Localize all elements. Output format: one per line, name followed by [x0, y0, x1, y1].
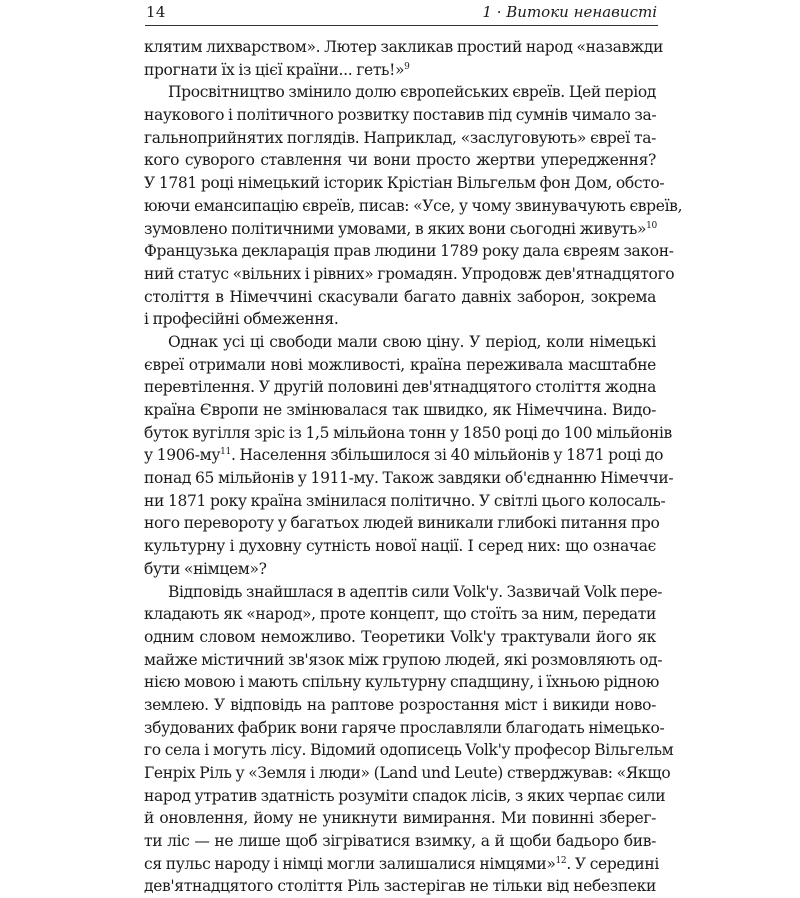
- line-text: У 1781 році німецький історик Крістіан Вільгельм фон Дом, обсто-: [144, 174, 665, 193]
- line-text: понад 65 мільйонів у 1911-му. Також завдяки об'єднанню Німеччи-: [144, 469, 674, 488]
- line-text: й оновлення, йому не уникнути вимирання. Ми повинні зберег-: [144, 809, 656, 828]
- text-line: [144, 286, 656, 309]
- footnote-marker: 9: [404, 61, 410, 72]
- line-text: Французька декларація прав людини 1789 року дала євреям закон-: [144, 242, 674, 261]
- line-text: юючи емансипацію євреїв, писав: «Усе, у чому звинувачують євреїв,: [144, 196, 683, 215]
- line-text: ся пульс народу і німці могли залишалися німцями»: [144, 854, 556, 873]
- text-line: [144, 649, 663, 672]
- line-text: перевтілення. У другій половині дев'ятнадцятого століття жодна: [144, 378, 656, 397]
- line-text: дев'ятнадцятого століття Ріль застерігав не тільки від небезпеки: [144, 877, 656, 896]
- text-line: [144, 308, 656, 331]
- text-line: [144, 853, 660, 876]
- text-line: [144, 104, 656, 127]
- text-line: [144, 467, 674, 490]
- text-line: [144, 807, 656, 830]
- line-text: клятим лихварством». Лютер закликав простий народ «назавжди: [144, 38, 663, 56]
- line-text: бути «німцем»?: [144, 559, 267, 578]
- line-text: ти ліс — не лише щоб зігріватися взимку, а й щоби бадьоро бив-: [144, 832, 656, 851]
- line-text: кладають як «народ», проте концепт, що стоїть за ним, передати: [144, 605, 656, 624]
- line-text: землею. У відповідь на раптове розростання міст і викиди ново-: [144, 695, 656, 714]
- line-text: го села і могуть лісу. Відомий одописець Volk'у професор Вільгельм: [144, 741, 674, 760]
- line-text: наукового і політичного розвитку поставив під сумнів чимало за-: [144, 106, 657, 125]
- line-text: Відповідь знайшлася в адептів сили Volk'у. Зазвичай Volk пере-: [168, 582, 663, 601]
- text-line: [144, 444, 664, 467]
- line-text: гальноприйнятих поглядів. Наприклад, «заслуговують» євреї та-: [144, 128, 656, 147]
- line-text: культурну і духовну сутність нової нації. І серед них: що означає: [144, 537, 656, 556]
- text-line: [144, 875, 656, 898]
- text-line: [144, 671, 660, 694]
- line-text: і професійні обмеження.: [144, 310, 339, 329]
- text-line: [144, 512, 660, 535]
- text-line: [144, 626, 656, 649]
- footnote-marker: 10: [646, 220, 657, 231]
- text-line: [144, 59, 656, 82]
- text-line: [144, 490, 666, 513]
- line-text: зумовлено політичними умовами, в яких вони сьогодні живуть»: [144, 219, 647, 238]
- body-text: [144, 36, 683, 898]
- text-line: [144, 581, 663, 604]
- line-text: кого суворого ставлення чи вони просто жертви упередження?: [144, 151, 656, 170]
- text-line: [144, 81, 656, 104]
- text-line: [144, 172, 665, 195]
- line-text: Просвітництво змінило долю європейських євреїв. Цей період: [168, 83, 656, 102]
- text-line: [144, 830, 656, 853]
- line-text: ного перевороту у багатьох людей виникали глибокі питання про: [144, 514, 660, 533]
- text-line: [144, 36, 663, 59]
- line-text: прогнати їх із цієї країни... геть!»: [144, 60, 405, 79]
- line-text: одним словом неможливо. Теоретики Volk'у трактували його як: [144, 627, 656, 646]
- line-text: євреї отримали нові можливості, країна переживала масштабне: [144, 355, 656, 374]
- text-line: [144, 762, 671, 785]
- footnote-marker: 11: [220, 447, 231, 458]
- line-text: ний статус «вільних і рівних» громадян. Упродовж дев'ятнадцятого: [144, 264, 675, 283]
- header-rule: [145, 25, 658, 26]
- chapter-title: 1 · Витоки ненависті: [482, 3, 657, 21]
- line-text: майже містичний зв'язок між групою людей, які розмовляють од-: [144, 650, 663, 669]
- footnote-marker: 12: [555, 855, 567, 866]
- text-line: [144, 558, 656, 581]
- line-text: Генріх Ріль у «Земля і люди» (Land und Leute) стверджував: «Якщо: [144, 764, 671, 782]
- text-line: [144, 376, 656, 399]
- text-line: [144, 694, 656, 717]
- page-number: 14: [146, 3, 166, 21]
- text-line: [144, 149, 656, 172]
- line-text: у 1906-му: [144, 446, 221, 465]
- line-text-continued: . У середині: [566, 854, 660, 873]
- line-text: нією мовою і мають спільну культурну спадщину, і їхньою рідною: [144, 673, 660, 692]
- running-head: [0, 0, 800, 28]
- line-text: ни 1871 року країна змінилася політично. У світлі цього колосаль-: [144, 491, 666, 510]
- line-text: Однак усі ці свободи мали свою ціну. У період, коли німецькі: [168, 332, 656, 351]
- line-text: століття в Німеччині скасували багато давніх заборон, зокрема: [144, 287, 656, 306]
- text-line: [144, 195, 683, 218]
- text-line: [144, 240, 674, 263]
- text-line: [144, 263, 675, 286]
- line-text: збудованих фабрик вони гаряче прославляли благодать німецько-: [144, 718, 665, 737]
- text-line: [144, 739, 674, 762]
- line-text-continued: . Населення збільшилося зі 40 мільйонів у 1871 році до: [230, 446, 664, 465]
- text-line: [144, 785, 666, 808]
- line-text: буток вугілля зріс із 1,5 мільйона тонн у 1850 році до 100 мільйонів: [144, 423, 672, 442]
- line-text: країна Європи не змінювалася так швидко, як Німеччина. Видо-: [144, 401, 656, 419]
- line-text: народ утратив здатність розуміти спадок лісів, з яких черпає сили: [144, 786, 666, 805]
- text-line: [144, 717, 665, 740]
- text-line: [144, 399, 656, 422]
- text-line: [144, 127, 656, 150]
- text-line: [144, 218, 656, 241]
- text-line: [144, 331, 656, 354]
- text-line: [144, 422, 672, 445]
- text-line: [144, 354, 656, 377]
- text-line: [144, 603, 656, 626]
- text-line: [144, 535, 656, 558]
